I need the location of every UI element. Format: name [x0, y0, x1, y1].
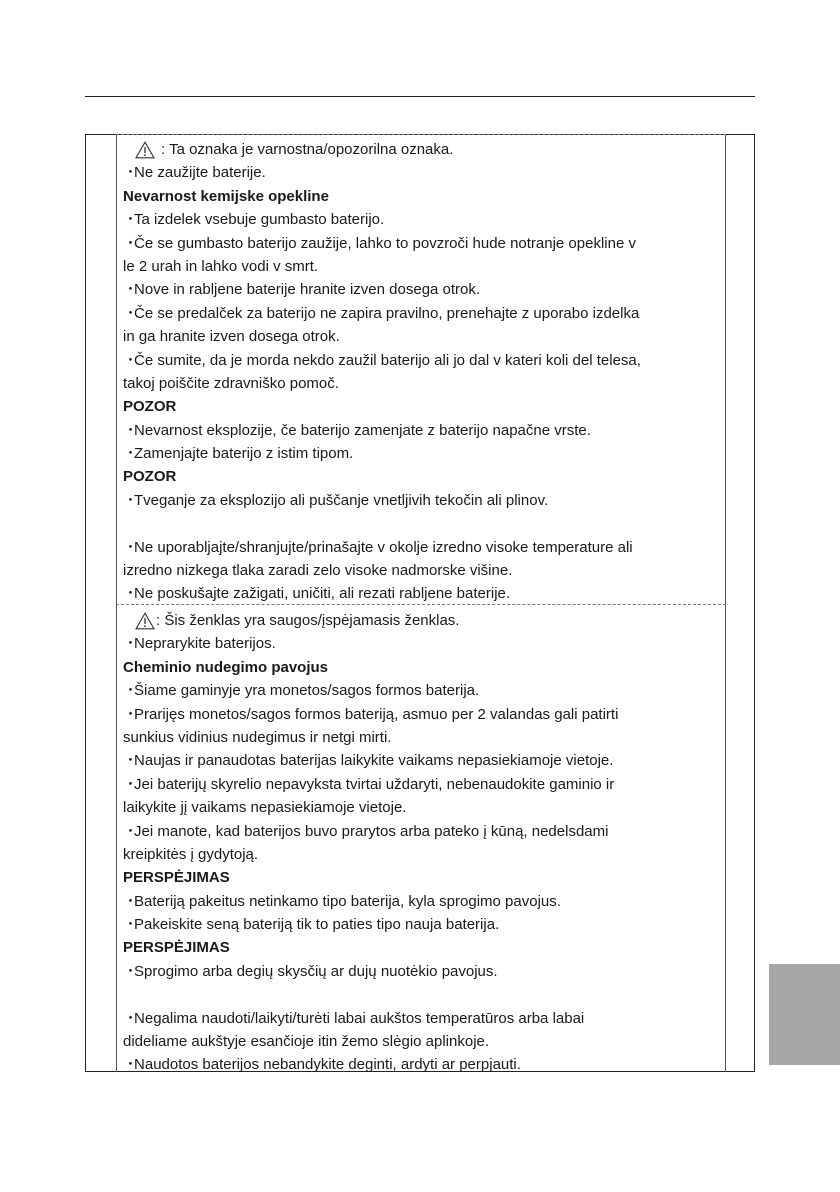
slovenian-bullet-item: ・ Ne poskušajte zažigati, uničiti, ali rezati rabljene baterije.: [123, 582, 723, 605]
lithuanian-lines: [123, 632, 723, 1076]
slovenian-text-line: takoj poiščite zdravniško pomoč.: [123, 374, 339, 392]
lithuanian-bullet-item: ・ Jei baterijų skyrelio nepavyksta tvirtai uždaryti, nebenaudokite gaminio ir: [123, 773, 723, 796]
lithuanian-warning-line: [123, 609, 723, 632]
slovenian-warning-text: : Ta oznaka je varnostna/opozorilna oznaka.: [161, 141, 454, 158]
slovenian-warning-line: [123, 138, 723, 161]
slovenian-bullet-item: ・ Nove in rabljene baterije hranite izven dosega otrok.: [123, 278, 723, 301]
lithuanian-text-line: sunkius vidinius nudegimus ir netgi mirti.: [123, 728, 392, 746]
slovenian-safety-section: [123, 138, 723, 606]
slovenian-lines: [123, 161, 723, 605]
lithuanian-text-line: dideliame aukštyje esančioje itin žemo slėgio aplinkoje.: [123, 1033, 490, 1051]
lithuanian-text-line: kreipkitės į gydytoją.: [123, 845, 259, 863]
slovenian-bullet-item: ・ Če se gumbasto baterijo zaužije, lahko to povzroči hude notranje opekline v: [123, 232, 723, 255]
lithuanian-bullet-item: ・ Sprogimo arba degių skysčių ar dujų nuotėkio pavojus.: [123, 960, 723, 983]
slovenian-heading: POZOR: [123, 398, 177, 416]
slovenian-bullet-item: ・ Če se predalček za baterijo ne zapira pravilno, prenehajte z uporabo izdelka: [123, 302, 723, 325]
slovenian-bullet-item: ・ Ne zaužijte baterije.: [123, 161, 723, 184]
lithuanian-bullet-item: ・ Naudotos baterijos nebandykite deginti, ardyti ar perpjauti.: [123, 1053, 723, 1076]
lithuanian-bullet-item: ・ Negalima naudoti/laikyti/turėti labai aukštos temperatūros arba labai: [123, 1007, 723, 1030]
warning-triangle-icon: [135, 141, 155, 159]
slovenian-bullet-item: ・ Tveganje za eksplozijo ali puščanje vnetljivih tekočin ali plinov.: [123, 489, 723, 512]
slovenian-blank-line: [123, 512, 723, 535]
lithuanian-bullet-item: ・ Bateriją pakeitus netinkamo tipo baterija, kyla sprogimo pavojus.: [123, 890, 723, 913]
slovenian-text-line: le 2 urah in lahko vodi v smrt.: [123, 257, 319, 275]
lithuanian-bullet-item: ・ Neprarykite baterijos.: [123, 632, 723, 655]
lithuanian-heading: PERSPĖJIMAS: [123, 939, 230, 957]
lithuanian-warning-text: : Šis ženklas yra saugos/įspėjamasis ženklas.: [156, 612, 460, 629]
lithuanian-bullet-item: ・ Šiame gaminyje yra monetos/sagos formos baterija.: [123, 679, 723, 702]
slovenian-bullet-item: ・ Če sumite, da je morda nekdo zaužil baterijo ali jo dal v kateri koli del telesa,: [123, 349, 723, 372]
lithuanian-heading: Cheminio nudegimo pavojus: [123, 658, 329, 676]
slovenian-bullet-item: ・ Ne uporabljajte/shranjujte/prinašajte v okolje izredno visoke temperature ali: [123, 536, 723, 559]
lithuanian-heading: PERSPĖJIMAS: [123, 869, 230, 887]
lithuanian-bullet-item: ・ Pakeiskite seną bateriją tik to paties tipo nauja baterija.: [123, 913, 723, 936]
lithuanian-bullet-item: ・ Jei manote, kad baterijos buvo prarytos arba pateko į kūną, nedelsdami: [123, 820, 723, 843]
slovenian-text-line: in ga hranite izven dosega otrok.: [123, 328, 340, 346]
lithuanian-bullet-item: ・ Naujas ir panaudotas baterijas laikykite vaikams nepasiekiamoje vietoje.: [123, 749, 723, 772]
slovenian-heading: Nevarnost kemijske opekline: [123, 187, 329, 205]
lithuanian-bullet-item: ・ Prarijęs monetos/sagos formos bateriją, asmuo per 2 valandas gali patirti: [123, 703, 723, 726]
slovenian-bullet-item: ・ Ta izdelek vsebuje gumbasto baterijo.: [123, 208, 723, 231]
top-dashed-divider: [116, 134, 726, 135]
header-rule: [85, 96, 755, 97]
lithuanian-safety-section: [123, 609, 723, 1077]
page-side-tab: [769, 964, 840, 1065]
lithuanian-blank-line: [123, 983, 723, 1006]
slovenian-text-line: izredno nizkega tlaka zaradi zelo visoke nadmorske višine.: [123, 562, 513, 580]
slovenian-heading: POZOR: [123, 468, 177, 486]
lithuanian-text-line: laikykite jį vaikams nepasiekiamoje vietoje.: [123, 799, 407, 817]
slovenian-bullet-item: ・ Zamenjajte baterijo z istim tipom.: [123, 442, 723, 465]
slovenian-bullet-item: ・ Nevarnost eksplozije, če baterijo zamenjate z baterijo napačne vrste.: [123, 419, 723, 442]
warning-triangle-icon: [135, 612, 155, 630]
